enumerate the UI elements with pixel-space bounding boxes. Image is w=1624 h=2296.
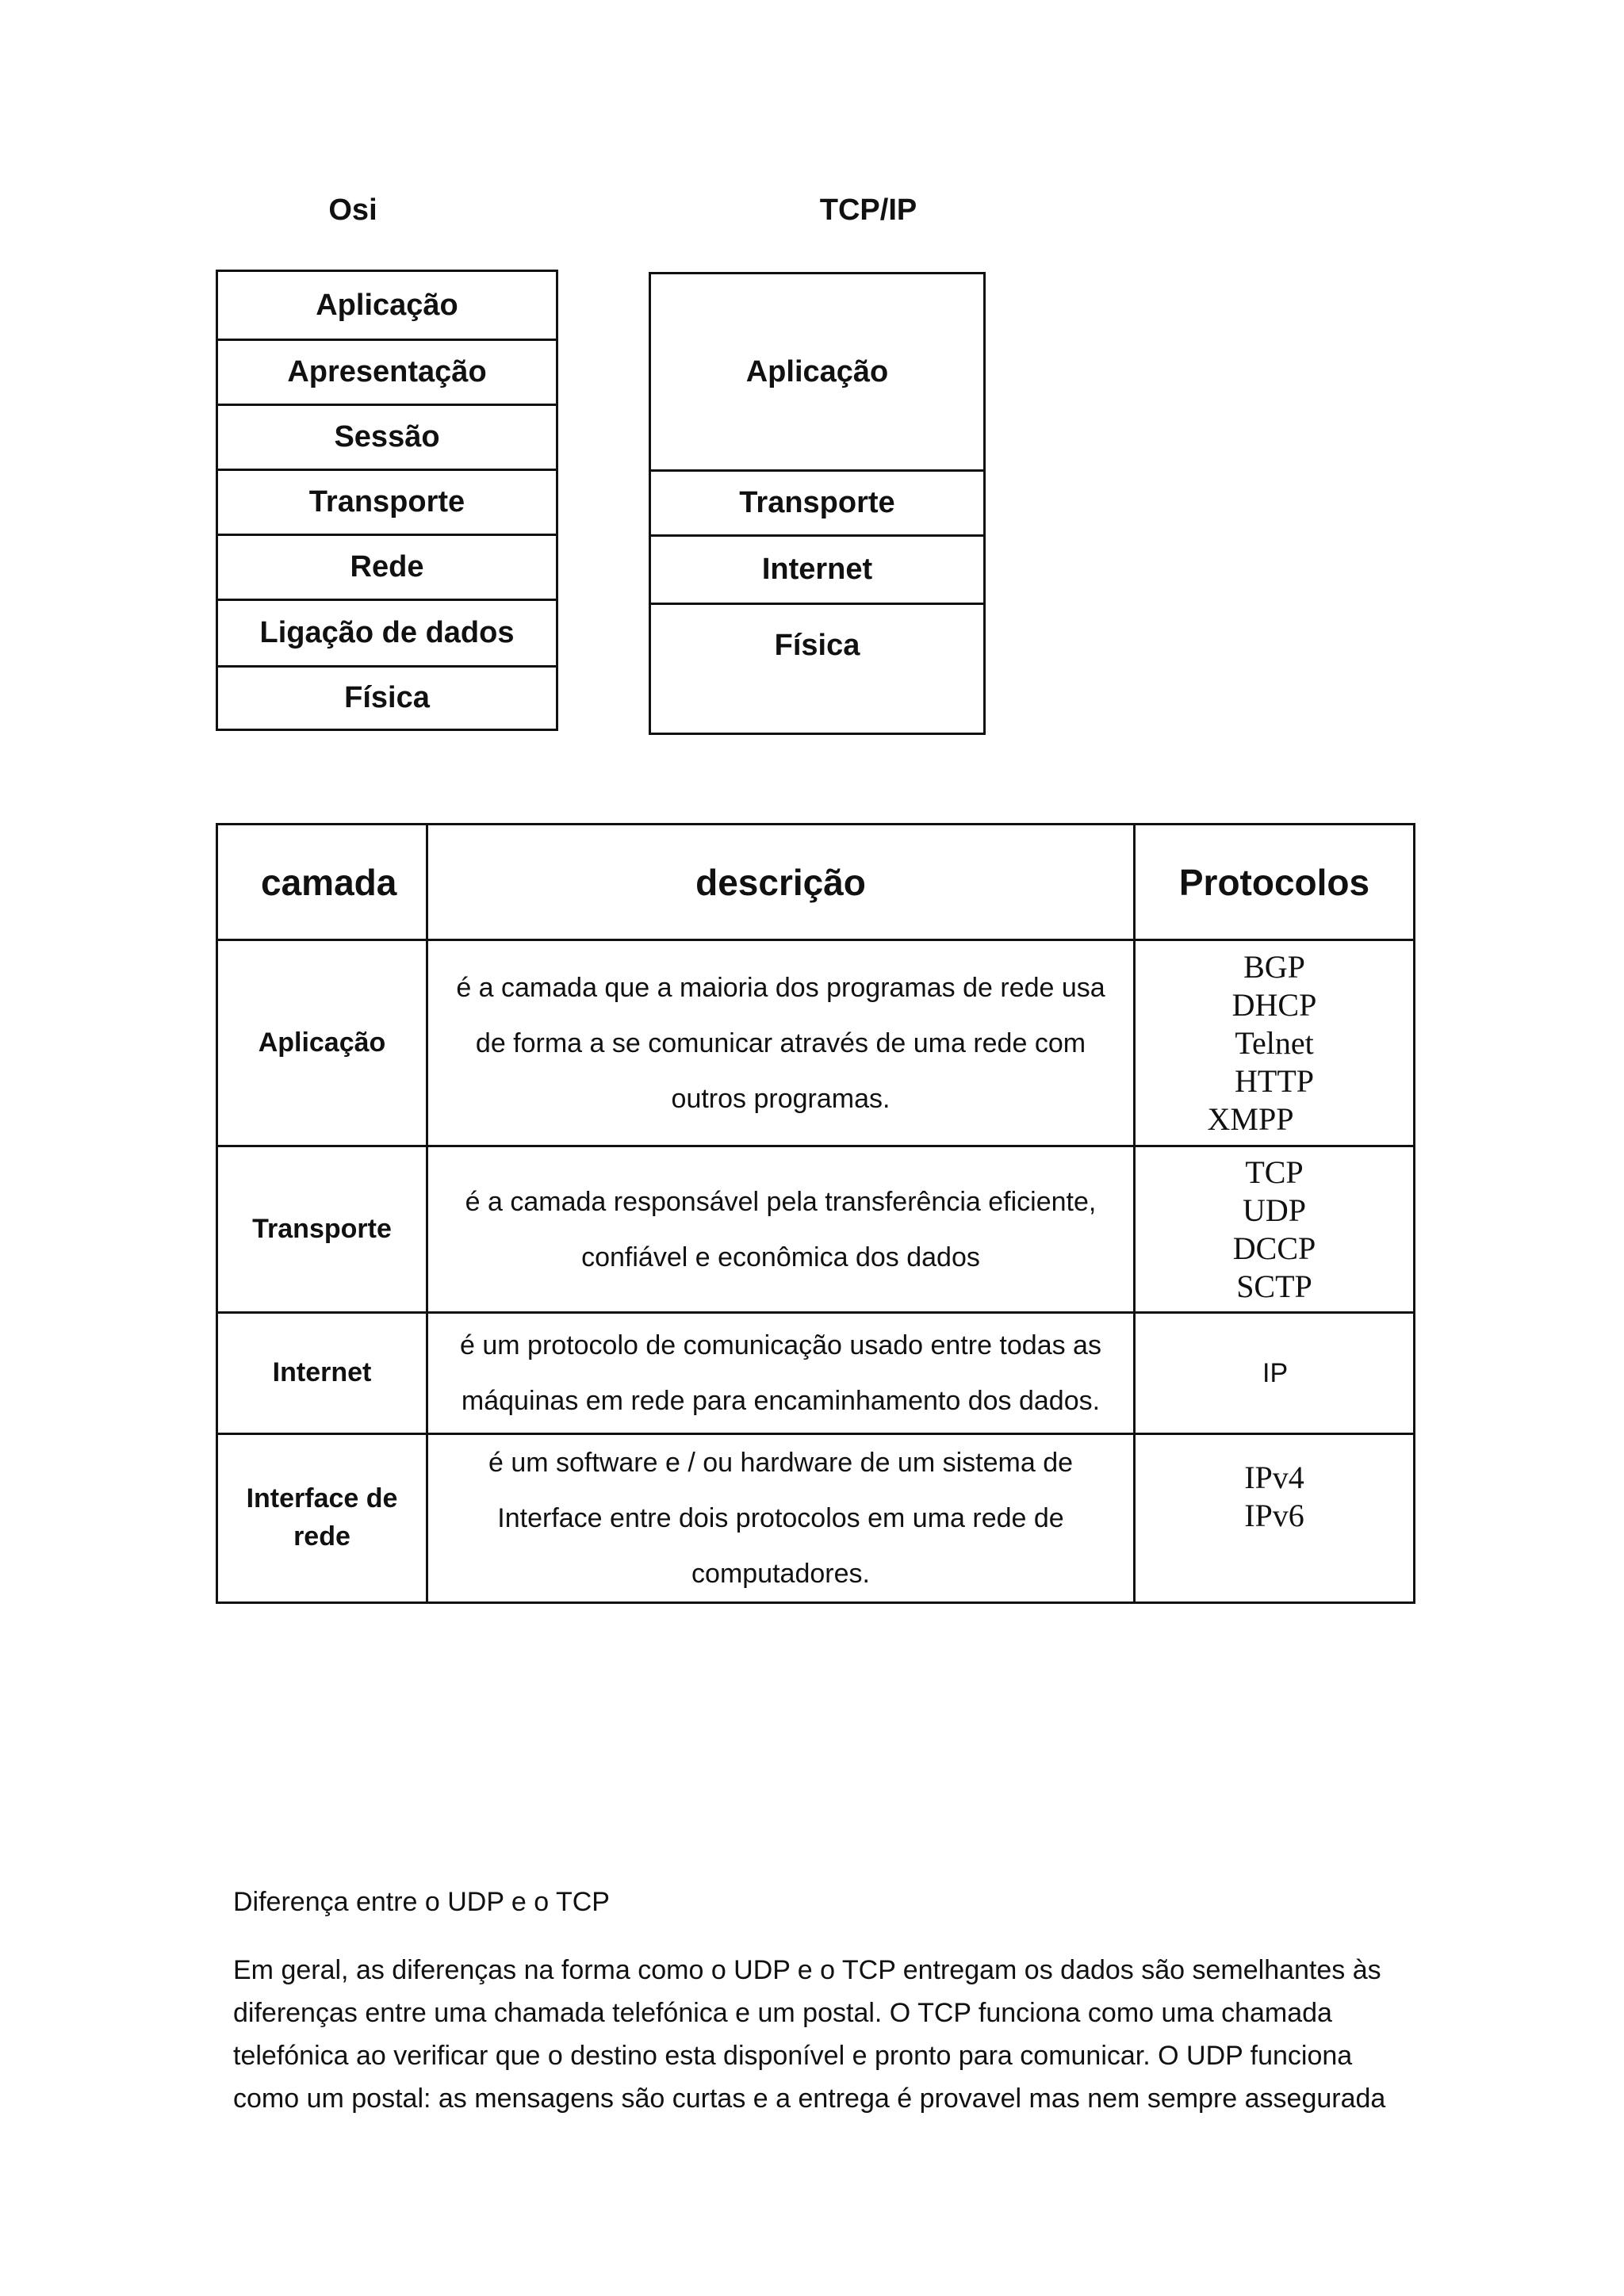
protocol: SCTP	[1236, 1268, 1312, 1304]
protocol: BGP	[1243, 948, 1305, 985]
row-descricao: é um protocolo de comunicação usado entre todas as máquinas em rede para encaminhamento dos dados.	[427, 1313, 1135, 1434]
section-heading: Diferença entre o UDP e o TCP	[233, 1887, 610, 1917]
row-descricao: é um software e / ou hardware de um sistema de Interface entre dois protocolos em uma rede de computadores.	[427, 1434, 1135, 1603]
osi-layer: Ligação de dados	[218, 601, 556, 668]
row-protocolos	[1135, 1434, 1415, 1603]
table-row	[217, 1146, 1415, 1313]
osi-title: Osi	[328, 193, 377, 227]
protocol: UDP	[1242, 1192, 1307, 1228]
osi-layer: Sessão	[218, 406, 556, 471]
osi-stack	[216, 270, 558, 731]
protocol: Telnet	[1235, 1024, 1314, 1061]
table-row	[217, 1434, 1415, 1603]
osi-layer: Apresentação	[218, 341, 556, 406]
osi-layer: Física	[344, 681, 430, 714]
header-camada: camada	[217, 825, 427, 940]
row-descricao: é a camada que a maioria dos programas de rede usa de forma a se comunicar através de uma rede com outros programas.	[427, 940, 1135, 1146]
tcpip-title: TCP/IP	[819, 193, 917, 227]
row-descricao: é a camada responsável pela transferência eficiente, confiável e econômica dos dados	[427, 1146, 1135, 1313]
protocol: IP	[1262, 1358, 1289, 1388]
row-protocolos	[1135, 940, 1415, 1146]
osi-layer: Transporte	[218, 471, 556, 536]
tcpip-layer: Aplicação	[651, 274, 983, 472]
osi-layer: Aplicação	[218, 272, 556, 341]
row-protocolos	[1135, 1146, 1415, 1313]
protocol: DHCP	[1231, 986, 1317, 1023]
table-row	[217, 940, 1415, 1146]
tcpip-stack	[649, 272, 986, 735]
protocol: TCP	[1245, 1154, 1304, 1190]
header-protocolos: Protocolos	[1135, 825, 1415, 940]
protocol: IPv4	[1244, 1460, 1304, 1495]
protocols-table	[216, 823, 1415, 1604]
row-camada: Aplicação	[217, 940, 427, 1146]
tcpip-layer: Física	[774, 629, 860, 662]
row-camada: Transporte	[217, 1146, 427, 1313]
table-header-row	[217, 825, 1415, 940]
protocol: XMPP	[1207, 1100, 1294, 1137]
protocol: DCCP	[1232, 1230, 1316, 1266]
header-descricao: descrição	[427, 825, 1135, 940]
protocol: HTTP	[1235, 1062, 1314, 1099]
tcpip-layer: Internet	[651, 537, 983, 605]
row-protocolos	[1135, 1313, 1415, 1434]
tcpip-layer: Transporte	[651, 472, 983, 537]
body-paragraph: Em geral, as diferenças na forma como o UDP e o TCP entregam os dados são semelhantes às diferenças entre uma chamada telefónica e um postal. O TCP funciona como uma chamada telefónica ao verificar que o destino esta disponível e pronto para comunicar. O UDP funciona como um postal: as mensagens são curtas e a entrega é provavel mas nem sempre assegurada	[233, 1955, 1386, 2114]
protocol: IPv6	[1244, 1498, 1304, 1533]
row-camada: Interface de rede	[217, 1434, 427, 1603]
osi-layer: Rede	[218, 536, 556, 601]
table-row	[217, 1313, 1415, 1434]
row-camada: Internet	[217, 1313, 427, 1434]
